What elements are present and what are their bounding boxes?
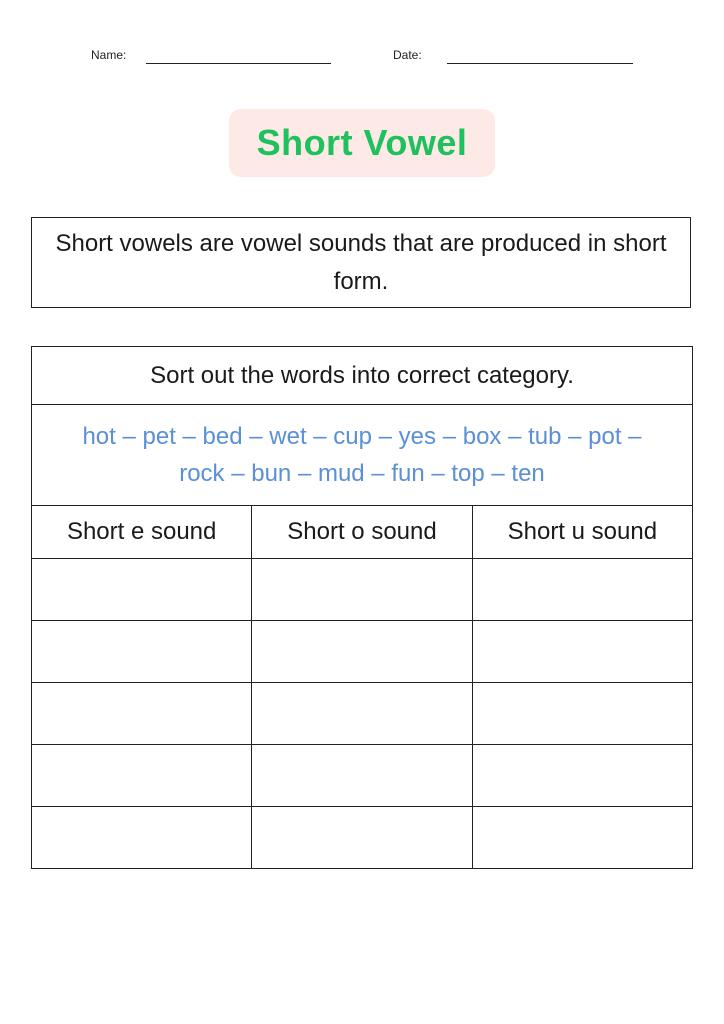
answer-cell-short-u[interactable] (472, 745, 692, 807)
page-title: Short Vowel (256, 122, 468, 163)
column-header-short-u: Short u sound (472, 506, 692, 559)
answer-cell-short-e[interactable] (32, 745, 252, 807)
name-line[interactable] (146, 63, 331, 64)
answer-cell-short-e[interactable] (32, 621, 252, 683)
definition-box (31, 217, 691, 308)
answer-cell-short-u[interactable] (472, 683, 692, 745)
answer-cell-short-o[interactable] (252, 621, 472, 683)
instruction-text: Sort out the words into correct category. (150, 361, 574, 389)
answer-cell-short-o[interactable] (252, 559, 472, 621)
sorting-table (31, 346, 693, 869)
column-header-short-o: Short o sound (252, 506, 472, 559)
answer-cell-short-o[interactable] (252, 683, 472, 745)
answer-row (32, 745, 693, 807)
answer-cell-short-u[interactable] (472, 621, 692, 683)
answer-cell-short-o[interactable] (252, 745, 472, 807)
date-line[interactable] (447, 63, 633, 64)
word-bank-line-1: hot – pet – bed – wet – cup – yes – box – tub – pot – (82, 423, 642, 450)
answer-row (32, 621, 693, 683)
date-label: Date: (393, 48, 422, 62)
title-banner (229, 109, 495, 177)
answer-cell-short-u[interactable] (472, 559, 692, 621)
answer-cell-short-e[interactable] (32, 807, 252, 869)
answer-row (32, 807, 693, 869)
instruction-cell (32, 347, 693, 405)
name-label: Name: (91, 48, 127, 62)
word-bank-line-2: rock – bun – mud – fun – top – ten (179, 460, 545, 487)
answer-cell-short-u[interactable] (472, 807, 692, 869)
definition-text: Short vowels are vowel sounds that are produced in short form. (55, 229, 667, 295)
word-bank (32, 405, 693, 506)
answer-cell-short-e[interactable] (32, 683, 252, 745)
answer-row (32, 559, 693, 621)
answer-cell-short-o[interactable] (252, 807, 472, 869)
column-header-short-e: Short e sound (32, 506, 252, 559)
answer-cell-short-e[interactable] (32, 559, 252, 621)
answer-row (32, 683, 693, 745)
